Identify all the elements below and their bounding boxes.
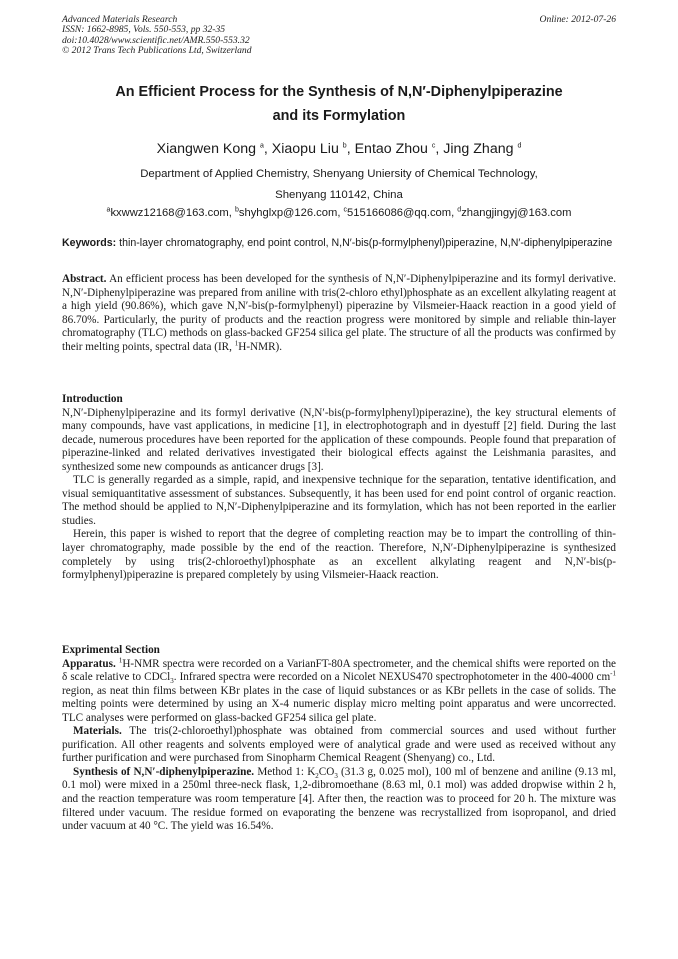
- email-address[interactable]: zhangjingyj@163.com: [461, 207, 572, 219]
- abstract-label: Abstract.: [62, 273, 107, 285]
- affiliation-line-2: Shenyang 110142, China: [275, 189, 403, 201]
- paper-title: [62, 80, 616, 128]
- email-mark: c: [343, 206, 348, 214]
- issn-line: ISSN: 1662-8985, Vols. 550-553, pp 32-35: [62, 24, 226, 36]
- journal-name: Advanced Materials Research: [62, 14, 178, 25]
- keywords-label: Keywords:: [62, 237, 117, 249]
- author-mark: a: [259, 142, 264, 150]
- email-mark: b: [234, 206, 239, 214]
- subscript: 3: [334, 772, 338, 781]
- paragraph: Herein, this paper is wished to report that the degree of completing reaction may be to impart the controlling of thin-layer chromatography, made possible by the end of the reaction. Therefore, N,N′-Diphenylpiperazine is synthesized completely by using tris(2-chloroethyl)phosphate as an excellent alkylating reagent and N,N′-bis(p-formylphenyl)piperazine is prepared completely by using Vilsmeier-Haack reaction.: [62, 528, 616, 582]
- section-heading: Exprimental Section: [62, 644, 160, 656]
- superscript: 1: [118, 655, 123, 664]
- abstract-text: An efficient process has been developed for the synthesis of N,N′-Diphenylpiperazine and its formyl derivative. N,N′-Diphenylpiperazine was prepared from aniline with tris(2-chloro ethyl)phosphate as an excellent alkylating reagent at a high yield (90.86%), which gave N,N′-bis(p-formylphenyl) piperazine by Vilsmeier-Haack reaction in a good yield of 86.70%. Particularly, the purity of products and the reaction progress were monitored by simple and reliable thin-layer chromatography (TLC) methods on glass-backed GF254 silica gel plate. The structure of all the products was confirmed by their melting points, spectral data (IR,: [62, 273, 616, 353]
- superscript: 1: [234, 339, 239, 347]
- email-list: $^a$kxwwz12168@163.com, $^b$shyhglxp@126.com, $^c$515166086@qq.com, $^d$zhangjingyj@163.com: [106, 206, 572, 219]
- introduction-section: [62, 393, 616, 583]
- synthesis-label: Synthesis of N,N′-diphenylpiperazine.: [73, 765, 255, 778]
- keywords-text: thin-layer chromatography, end point control, N,N′-bis(p-formylphenyl)piperazine, N,N′-diphenylpiperazine: [119, 237, 613, 249]
- email-mark: d: [457, 206, 462, 214]
- title-line-1: An Efficient Process for the Synthesis of N,N′-Diphenylpiperazine: [115, 84, 563, 100]
- paragraph-text: H-NMR spectra were recorded on a VarianFT-80A spectrometer, and the chemical shifts were reported on the δ scale relative to CDCl: [62, 657, 617, 684]
- author-name: Entao Zhou: [354, 141, 428, 157]
- author-name: Jing Zhang: [443, 141, 514, 157]
- paragraph-text: (31.3 g, 0.025 mol), 100 ml of benzene and aniline (9.13 ml, 0.1 mol) were mixed in a 250ml three-neck flask, 1,2-dibromoethane (8.63 ml, 0.1 mol) was added dropwise within 2 h, and the reaction temperature was room temperature [4]. After then, the reaction was to proceed for 20 h. The mixture was filtered under vacuum. The residue formed on evaporating the benzene was recrystallized from isopropanol, and dried under vacuum at 40 °C. The yield was 16.54%.: [62, 765, 617, 833]
- paragraph-text: Method 1: K: [257, 765, 316, 778]
- paragraph-text: The tris(2-chloroethyl)phosphate was obtained from commercial sources and used without further purification. All other reagents and solvents employed were of analytical grade and were used as received without any further purification and were purchased from Sinopharm Chemical Reagent (Shenyang) co., Ltd.: [62, 725, 616, 765]
- subscript: 2: [315, 772, 319, 781]
- online-date: Online: 2012-07-26: [539, 14, 616, 25]
- subscript: 3: [170, 677, 174, 686]
- paragraph-text: region, as neat thin films between KBr plates in the case of liquid substances or as KBr pellets in the case of solids. The melting points were determined by using an X-4 numeric display micro melting point apparatus and were uncorrected. TLC analyses were performed on glass-backed GF254 silica gel plate.: [62, 684, 616, 724]
- email-address[interactable]: 515166086@qq.com: [347, 207, 452, 219]
- abstract-text-end: H-NMR).: [238, 340, 283, 353]
- paragraph: TLC is generally regarded as a simple, rapid, and inexpensive technique for the separation, tentative identification, and visual semiquantitative assessment of substances. Subsequently, it has been used for end point control of organic reaction. The method should be applied to N,N′-Diphenylpiperazine and its formylation, which has not been reported in the earlier studies.: [62, 474, 616, 527]
- abstract: [62, 273, 616, 354]
- copyright-line: © 2012 Trans Tech Publications Ltd, Switzerland: [62, 45, 252, 57]
- author-mark: d: [517, 142, 522, 150]
- title-line-2: and its Formylation: [272, 108, 406, 124]
- author-list: Xiangwen Kong $^a$, Xiaopu Liu $^b$, Entao Zhou $^c$, Jing Zhang $^d$: [156, 141, 522, 157]
- affiliation: [62, 164, 616, 206]
- email-address[interactable]: kxwwz12168@163.com: [110, 207, 229, 219]
- section-heading: Introduction: [62, 393, 123, 405]
- paragraph-text: . Infrared spectra were recorded on a Nicolet NEXUS470 spectrophotometer in the 400-4000 cm: [173, 671, 611, 684]
- author-mark: c: [431, 142, 436, 150]
- keywords: [62, 237, 616, 251]
- apparatus-label: Apparatus.: [62, 657, 116, 670]
- paragraph-text: CO: [318, 765, 335, 778]
- materials-label: Materials.: [73, 725, 122, 738]
- experimental-section: [62, 644, 616, 834]
- paragraph: N,N′-Diphenylpiperazine and its formyl derivative (N,N′-bis(p-formylphenyl)piperazine), the key structural elements of many compounds, have vast applications, in medicine [1], in electrophotograph and in dyestuff [2] field. During the last decade, numerous procedures have been reported for the application of these compounds. People found that preparation of piperazine-linked and related derivatives investigated their biological effects against the Leishmania parasites, and synthesized some new compounds as anticancer drugs [3].: [62, 406, 616, 473]
- email-mark: a: [106, 206, 111, 214]
- doi-line: doi:10.4028/www.scientific.net/AMR.550-553.32: [62, 34, 250, 46]
- author-name: Xiaopu Liu: [271, 141, 339, 157]
- superscript: -1: [610, 669, 616, 678]
- email-address[interactable]: shyhglxp@126.com: [238, 207, 338, 219]
- running-header: [62, 15, 616, 57]
- author-mark: b: [342, 142, 347, 150]
- affiliation-line-1: Department of Applied Chemistry, Shenyang Uniersity of Chemical Technology,: [140, 168, 538, 180]
- author-name: Xiangwen Kong: [156, 141, 257, 157]
